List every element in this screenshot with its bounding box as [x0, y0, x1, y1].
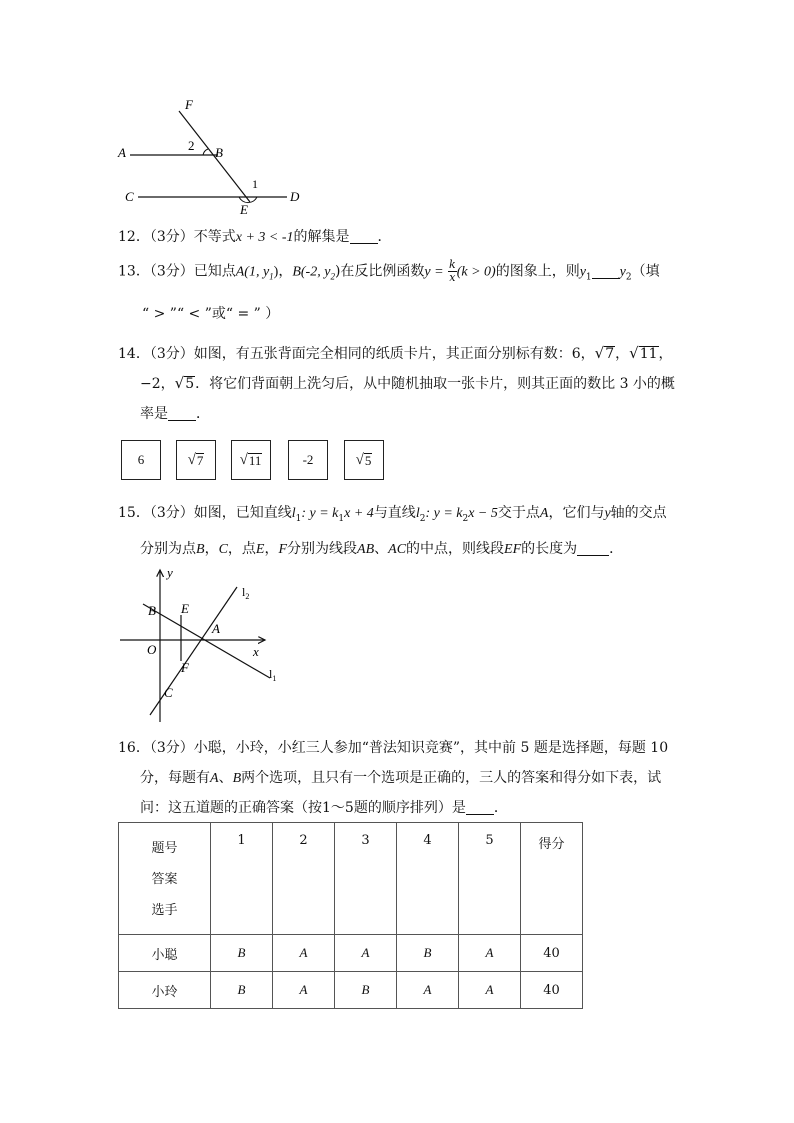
parallel-lines-figure — [115, 95, 315, 220]
question-14-line1 — [118, 343, 673, 365]
q15-answer-blank — [577, 541, 609, 556]
q15-point-A: A — [539, 506, 549, 521]
header-line-1: 题号 — [151, 841, 178, 856]
label-angle-2: 2 — [188, 138, 195, 153]
q15-line2-d: 的长度为 — [521, 541, 578, 557]
q14-line2-b: ．将它们背面朝上洗匀后，从中随机抽取一张卡片，则其正面的数比 3 小的概 — [195, 376, 675, 392]
fig15-l2-text: l — [242, 585, 246, 599]
q15-line1-a: 15．（3分）如图，已知直线 — [118, 505, 292, 521]
q15-line2-c: 的中点，则线段 — [406, 541, 505, 557]
q13-y1-sub: 1 — [585, 272, 592, 283]
question-16-line1: 16．（3分）小聪，小玲，小红三人参加“普法知识竞赛”，其中前 5 题是选择题，每题 10 — [118, 740, 669, 756]
q15-line2-b: 分别为线段 — [287, 541, 358, 557]
label-B: B — [215, 145, 223, 160]
q15-l1-sub: 1 — [295, 513, 302, 524]
row-1-ans-4: B — [397, 935, 459, 972]
table-row — [119, 972, 583, 1009]
q13-answer-blank — [592, 264, 620, 279]
row-1-score: 40 — [521, 935, 583, 972]
table-row — [119, 935, 583, 972]
card-4-value: -2 — [302, 452, 314, 467]
q15-C: C — [218, 542, 228, 557]
q14-answer-blank — [168, 406, 196, 421]
q16-line3-text: 问：这五道题的正确答案（按1～5题的顺序排列）是 — [140, 800, 466, 816]
q16-line2-b: 两个选项，且只有一个选项是正确的，三人的答案和得分如下表，试 — [241, 770, 662, 786]
label-D: D — [290, 189, 300, 204]
fig15-label-B: B — [148, 603, 156, 618]
card-1 — [121, 440, 161, 480]
table-corner-cell — [119, 823, 211, 935]
question-15-line2: 分别为点B，C，点E，F分别为线段AB、AC的中点，则线段EF的长度为 ． — [140, 541, 624, 557]
header-line-2: 答案 — [151, 872, 178, 887]
q15-E: E — [255, 542, 265, 557]
row-1-ans-2: A — [273, 935, 335, 972]
q15-EF: EF — [504, 542, 522, 557]
q15-k1-sub: 1 — [338, 513, 345, 524]
table-col-2: 2 — [273, 823, 335, 935]
q13-fraction — [448, 259, 457, 284]
fig15-label-l2 — [242, 585, 249, 601]
q14-sqrt11-val: 11 — [639, 346, 658, 362]
fig15-l1-text: l — [269, 667, 273, 681]
q15-l2-expr: : y = k — [425, 506, 463, 521]
question-13 — [118, 259, 660, 288]
q14-sqrt7-val: 7 — [605, 346, 615, 362]
frac-den: x — [449, 271, 456, 284]
row-1-ans-5: A — [459, 935, 521, 972]
q14-sqrt11: √ 11 — [629, 344, 658, 362]
fig15-label-O: O — [147, 642, 157, 657]
question-14-line3 — [140, 403, 210, 425]
q16-line2-a: 分，每题有 — [140, 770, 210, 786]
row-2-name: 小玲 — [119, 972, 211, 1009]
card-3-value: 11 — [248, 452, 262, 468]
q12-answer-blank — [350, 229, 378, 244]
fig15-label-E: E — [181, 601, 189, 616]
q15-AC: AC — [388, 542, 407, 557]
row-2-ans-4: A — [397, 972, 459, 1009]
answers-table — [118, 822, 583, 1009]
question-12 — [118, 226, 392, 249]
q13-y2-sub: 2 — [625, 272, 632, 283]
question-14-line2 — [140, 373, 675, 395]
q13-y1: y — [579, 264, 586, 280]
q15-l2-sub: 2 — [419, 513, 426, 524]
q15-AB: AB — [357, 542, 375, 557]
q15-line1-d: 轴的交点 — [610, 505, 667, 521]
row-2-ans-1: B — [211, 972, 273, 1009]
q15-line2-a: 分别为点 — [140, 541, 196, 557]
q13-y2: y — [619, 264, 626, 280]
q14-sqrt5: √ 5 — [174, 374, 195, 392]
q15-F: F — [278, 542, 288, 557]
question-15-line1 — [118, 502, 667, 530]
q13-func-y: y = — [424, 264, 444, 280]
row-2-ans-3: B — [335, 972, 397, 1009]
card-5: √ 5 — [344, 440, 384, 480]
table-col-5: 5 — [459, 823, 521, 935]
label-angle-1: 1 — [252, 177, 258, 191]
card-5-value: 5 — [364, 452, 372, 468]
q16-line3-end: ． — [493, 800, 508, 816]
q12-end: ． — [377, 229, 392, 245]
label-A: A — [118, 145, 126, 160]
q13-point-a: A(1, y — [235, 264, 270, 280]
q12-prefix: 12．（3分）不等式 — [118, 229, 236, 245]
q15-l1: l — [291, 506, 296, 521]
q14-line1-text: 14．（3分）如图，有五张背面完全相同的纸质卡片，其正面分别标有数：6， — [118, 346, 595, 362]
card-3: √ 11 — [231, 440, 271, 480]
q14-line3-end: ． — [196, 406, 210, 422]
row-1-name: 小聪 — [119, 935, 211, 972]
q15-k2-sub: 2 — [462, 513, 469, 524]
q15-l1-expr2: x + 4 — [344, 506, 374, 521]
row-1-ans-1: B — [211, 935, 273, 972]
q13-prefix: 13．（3分）已知点 — [118, 263, 236, 280]
fig15-l2-sub: 2 — [245, 592, 250, 601]
row-2-ans-5: A — [459, 972, 521, 1009]
card-2: √ 7 — [176, 440, 216, 480]
q14-sqrt7: √ 7 — [594, 344, 615, 362]
q13-point-b: B(-2, y — [292, 264, 331, 280]
fig15-label-x: x — [253, 644, 259, 659]
fig15-label-y: y — [167, 565, 173, 580]
table-col-3: 3 — [335, 823, 397, 935]
table-header-row — [119, 823, 583, 935]
header-line-3: 选手 — [151, 903, 178, 918]
question-16-line2: 分，每题有A、B两个选项，且只有一个选项是正确的，三人的答案和得分如下表，试 — [140, 770, 662, 786]
q13-sub2: 2 — [330, 271, 335, 282]
q13-after: 的图象上，则 — [495, 263, 580, 280]
q14-sep1: ， — [615, 346, 630, 362]
q15-B: B — [196, 542, 205, 557]
q15-end: ． — [609, 541, 624, 557]
q13-sub1: 1 — [269, 271, 274, 282]
question-16-line3 — [140, 797, 508, 819]
label-F: F — [185, 97, 193, 112]
q15-y: y — [604, 506, 611, 521]
q16-answer-blank — [466, 800, 494, 815]
table-col-score: 得分 — [521, 823, 583, 935]
q13-mid: )在反比例函数 — [334, 263, 425, 280]
q14-line3-text: 率是 — [140, 406, 168, 422]
q12-expr: x + 3 < -1 — [235, 230, 294, 245]
label-E: E — [240, 202, 248, 217]
q15-l2-expr2: x − 5 — [468, 506, 498, 521]
fig15-label-l1 — [269, 667, 276, 683]
fig15-label-C: C — [164, 685, 173, 700]
table-col-4: 4 — [397, 823, 459, 935]
row-1-ans-3: A — [335, 935, 397, 972]
q15-line1-c: ，它们与 — [548, 505, 605, 521]
q14-sqrt5-val: 5 — [185, 376, 195, 392]
fig15-label-F: F — [181, 660, 189, 675]
fig15-label-A: A — [212, 621, 220, 636]
line-intersection-figure — [115, 565, 285, 725]
q15-l2: l — [415, 506, 420, 521]
label-C: C — [125, 189, 134, 204]
q14-line2-a: −2， — [140, 376, 175, 392]
fig15-l1-sub: 1 — [272, 674, 277, 683]
table-col-1: 1 — [211, 823, 273, 935]
q13-cond: (k > 0) — [456, 264, 496, 280]
card-1-value: 6 — [137, 452, 145, 467]
q14-sep2: ， — [658, 346, 673, 362]
card-2-value: 7 — [196, 452, 204, 468]
frac-num: k — [449, 258, 456, 271]
card-4 — [288, 440, 328, 480]
row-2-score: 40 — [521, 972, 583, 1009]
row-2-ans-2: A — [273, 972, 335, 1009]
q13-tail: （填 — [631, 263, 660, 280]
q15-l1-expr: : y = k — [301, 506, 339, 521]
q12-suffix: 的解集是 — [293, 229, 350, 245]
q15-mid: 与直线 — [373, 505, 416, 521]
q15-line1-b: 交于点 — [497, 505, 540, 521]
q13-comma: )， — [273, 264, 293, 280]
q13-line2: “ > ”“ < ”或“ = ” ） — [142, 306, 280, 322]
